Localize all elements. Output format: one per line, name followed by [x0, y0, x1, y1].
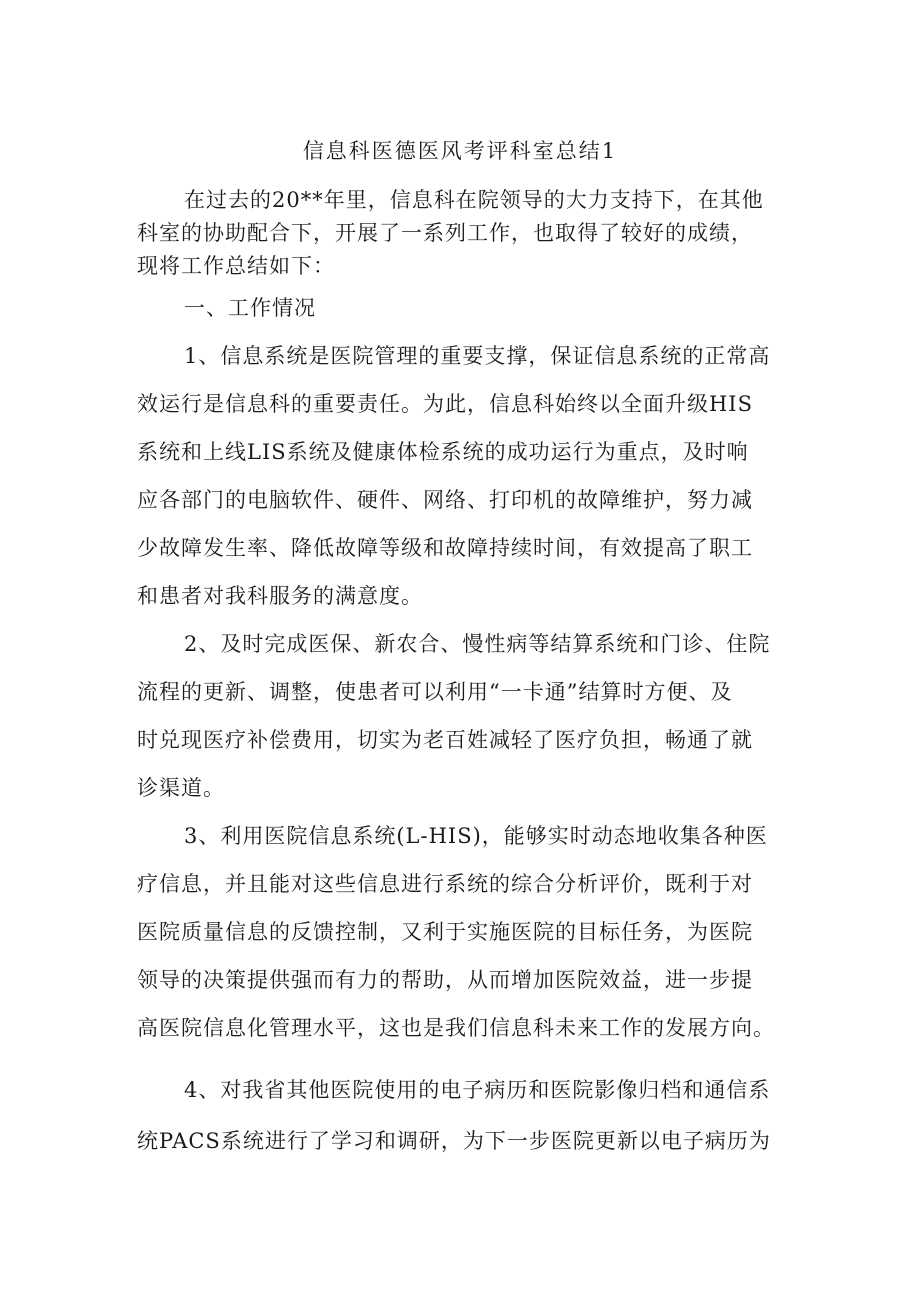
section-heading: 一、工作情况: [184, 296, 316, 320]
paragraph-line: 系统和上线LIS系统及健康体检系统的成功运行为重点，及时响: [137, 440, 749, 464]
paragraph-line: 1、信息系统是医院管理的重要支撑，保证信息系统的正常高: [184, 344, 771, 368]
paragraph-line: 在过去的20**年里，信息科在院领导的大力支持下，在其他: [184, 188, 764, 212]
paragraph-line: 和患者对我科服务的满意度。: [137, 584, 423, 608]
paragraph-line: 效运行是信息科的重要责任。为此，信息科始终以全面升级HIS: [137, 392, 753, 416]
document-title: 信息科医德医风考评科室总结1: [302, 139, 618, 163]
paragraph-line: 高医院信息化管理水平，这也是我们信息科未来工作的发展方向。: [137, 1016, 775, 1040]
paragraph-line: 统PACS系统进行了学习和调研，为下一步医院更新以电子病历为: [137, 1129, 771, 1153]
paragraph-line: 4、对我省其他医院使用的电子病历和医院影像归档和通信系: [184, 1078, 771, 1102]
paragraph-line: 疗信息，并且能对这些信息进行系统的综合分析评价，既利于对: [137, 872, 753, 896]
paragraph-line: 科室的协助配合下，开展了一系列工作，也取得了较好的成绩，: [137, 221, 753, 245]
paragraph-line: 诊渠道。: [137, 776, 225, 800]
paragraph-line: 2、及时完成医保、新农合、慢性病等结算系统和门诊、住院: [184, 632, 771, 656]
paragraph-line: 应各部门的电脑软件、硬件、网络、打印机的故障维护，努力减: [137, 488, 753, 512]
paragraph-line: 3、利用医院信息系统(L-HIS)，能够实时动态地收集各种医: [184, 824, 768, 848]
paragraph-line: 医院质量信息的反馈控制，又利于实施医院的目标任务，为医院: [137, 920, 753, 944]
paragraph-line: 时兑现医疗补偿费用，切实为老百姓减轻了医疗负担，畅通了就: [137, 728, 753, 752]
paragraph-line: 流程的更新、调整，使患者可以利用“一卡通”结算时方便、及: [137, 680, 733, 704]
paragraph-line: 领导的决策提供强而有力的帮助，从而增加医院效益，进一步提: [137, 968, 753, 992]
paragraph-line: 少故障发生率、降低故障等级和故障持续时间，有效提高了职工: [137, 536, 753, 560]
paragraph-line: 现将工作总结如下：: [137, 254, 335, 278]
